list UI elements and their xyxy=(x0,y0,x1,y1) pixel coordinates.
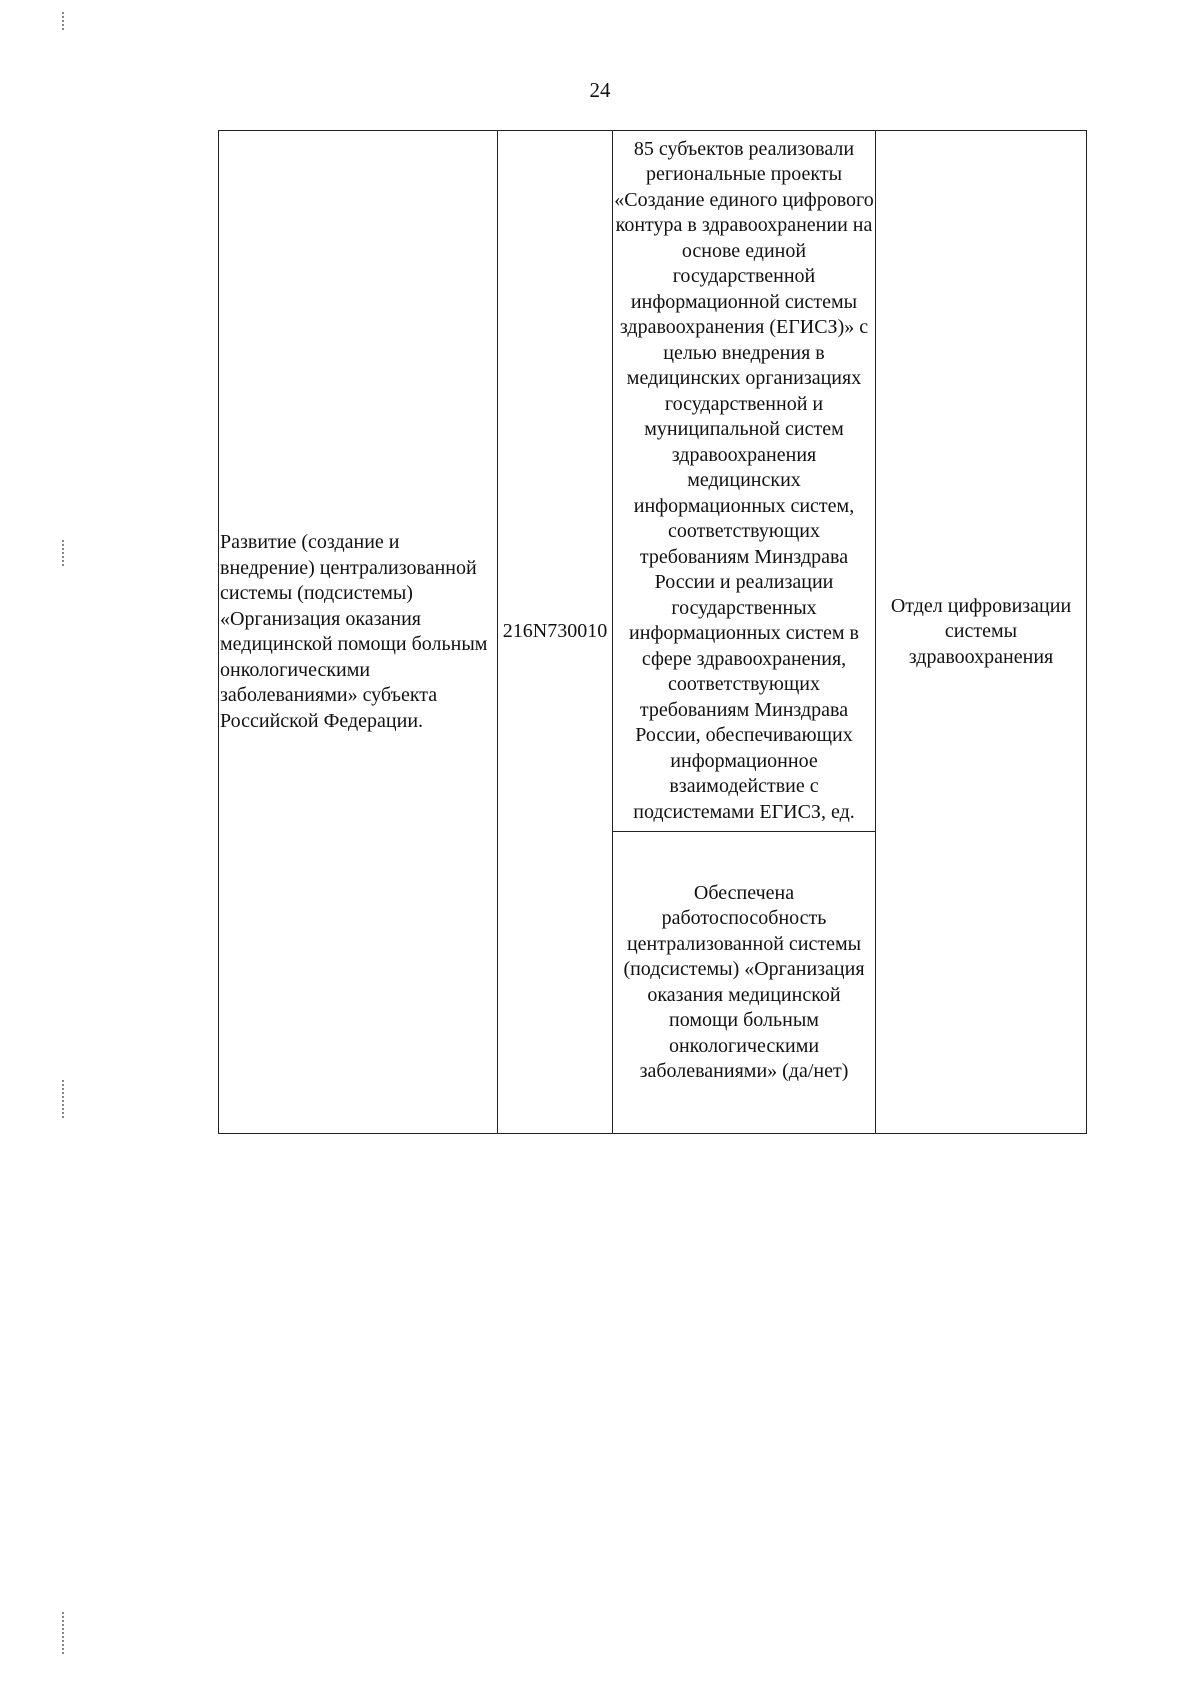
scan-artifact xyxy=(62,1612,64,1656)
indicator-cell-1: 85 субъектов реализовали региональные проекты «Создание единого цифрового контура в здравоохранении на основе единой государственной информационной системы здравоохранения (ЕГИСЗ)» с целью внедрения в медицинских организациях государственной и муниципальной систем здравоохранения медицинских информационных систем, соответствующих требованиям Минздрава России и реализации государственных информационных систем в сфере здравоохранения, соответствующих требованиям Минздрава России, обеспечивающих информационное взаимодействие с подсистемами ЕГИСЗ, ед. xyxy=(613,131,876,832)
scan-artifact xyxy=(62,540,64,568)
document-table xyxy=(218,130,1087,1134)
indicator-cell-2: Обеспечена работоспособность централизованной системы (подсистемы) «Организация оказания медицинской помощи больным онкологическими заболеваниями» (да/нет) xyxy=(613,832,876,1134)
activity-cell: Развитие (создание и внедрение) централизованной системы (подсистемы) «Организация оказания медицинской помощи больным онкологическими заболеваниями» субъекта Российской Федерации. xyxy=(219,131,498,1134)
table-row xyxy=(219,131,1087,832)
scan-artifact xyxy=(62,12,64,32)
responsible-cell: Отдел цифровизации системы здравоохранения xyxy=(876,131,1087,1134)
code-cell: 216N730010 xyxy=(498,131,613,1134)
scan-artifact xyxy=(62,1080,64,1120)
page-number: 24 xyxy=(589,78,611,102)
